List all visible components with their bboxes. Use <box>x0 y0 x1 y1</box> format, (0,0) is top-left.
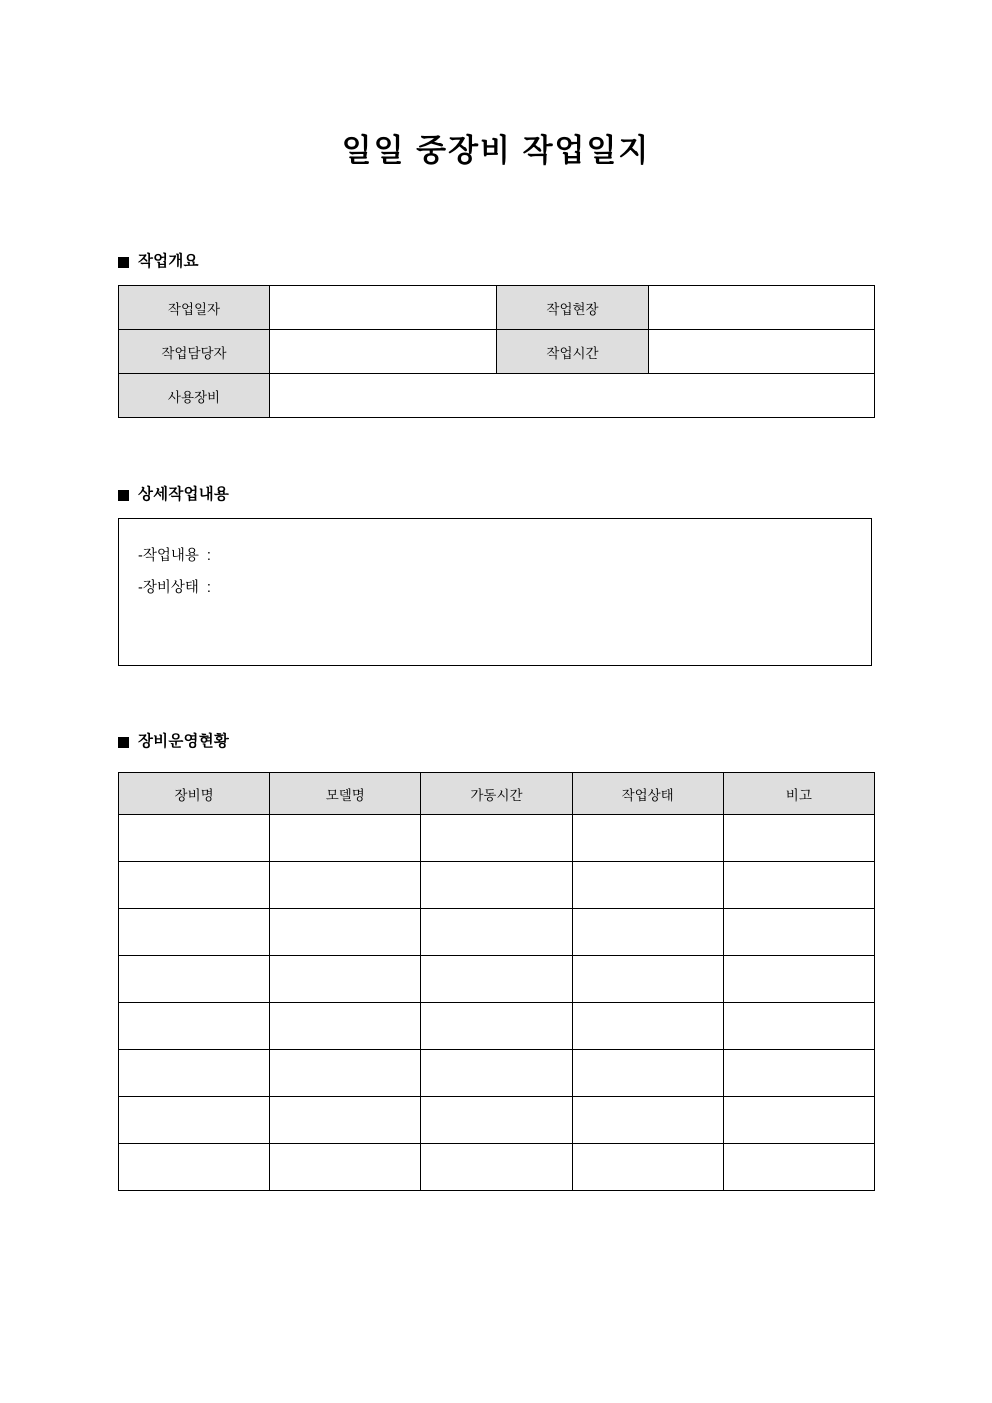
equipment-cell[interactable] <box>270 909 421 956</box>
bullet-square-icon <box>118 490 129 501</box>
column-header-equipment-name: 장비명 <box>119 773 270 815</box>
equipment-cell[interactable] <box>270 1097 421 1144</box>
equipment-cell[interactable] <box>421 909 572 956</box>
equipment-cell[interactable] <box>119 815 270 862</box>
equipment-cell[interactable] <box>421 1050 572 1097</box>
column-header-remarks: 비고 <box>723 773 874 815</box>
overview-label-person-in-charge: 작업담당자 <box>119 330 270 374</box>
equipment-cell[interactable] <box>270 862 421 909</box>
equipment-cell[interactable] <box>421 956 572 1003</box>
equipment-cell[interactable] <box>572 909 723 956</box>
equipment-table-body <box>119 815 875 1191</box>
column-header-operating-hours: 가동시간 <box>421 773 572 815</box>
equipment-cell[interactable] <box>119 1003 270 1050</box>
overview-field-work-site[interactable] <box>649 286 875 330</box>
table-header-row <box>119 773 875 815</box>
equipment-cell[interactable] <box>421 1097 572 1144</box>
column-header-model-name: 모델명 <box>270 773 421 815</box>
table-row <box>119 909 875 956</box>
section-heading-details-label: 상세작업내용 <box>138 486 230 503</box>
table-row <box>119 1097 875 1144</box>
overview-label-work-hours: 작업시간 <box>497 330 649 374</box>
overview-field-work-date[interactable] <box>270 286 497 330</box>
bullet-square-icon <box>118 737 129 748</box>
equipment-cell[interactable] <box>270 815 421 862</box>
equipment-cell[interactable] <box>119 956 270 1003</box>
equipment-cell[interactable] <box>421 1144 572 1191</box>
overview-field-equipment-used[interactable] <box>270 374 875 418</box>
table-row <box>119 1003 875 1050</box>
equipment-cell[interactable] <box>723 815 874 862</box>
equipment-cell[interactable] <box>723 1097 874 1144</box>
table-row <box>119 1144 875 1191</box>
table-row <box>119 815 875 862</box>
table-row <box>119 286 875 330</box>
equipment-cell[interactable] <box>119 909 270 956</box>
overview-field-work-hours[interactable] <box>649 330 875 374</box>
overview-label-work-site: 작업현장 <box>497 286 649 330</box>
equipment-cell[interactable] <box>119 862 270 909</box>
section-heading-details <box>118 485 229 505</box>
equipment-cell[interactable] <box>572 1144 723 1191</box>
details-prompt-equipment-status: -장비상태 : <box>138 580 211 596</box>
equipment-cell[interactable] <box>421 815 572 862</box>
equipment-cell[interactable] <box>572 1097 723 1144</box>
table-row <box>119 956 875 1003</box>
section-heading-overview <box>118 252 199 272</box>
equipment-cell[interactable] <box>572 1003 723 1050</box>
table-row <box>119 1050 875 1097</box>
table-row <box>119 330 875 374</box>
overview-table <box>118 285 875 418</box>
details-textarea[interactable] <box>118 518 872 666</box>
section-heading-equipment <box>118 732 229 752</box>
equipment-cell[interactable] <box>723 1003 874 1050</box>
equipment-cell[interactable] <box>723 956 874 1003</box>
table-row <box>119 862 875 909</box>
equipment-cell[interactable] <box>119 1097 270 1144</box>
equipment-cell[interactable] <box>270 1003 421 1050</box>
equipment-cell[interactable] <box>572 956 723 1003</box>
equipment-cell[interactable] <box>119 1144 270 1191</box>
column-header-work-status: 작업상태 <box>572 773 723 815</box>
section-heading-overview-label: 작업개요 <box>138 253 199 270</box>
overview-label-equipment-used: 사용장비 <box>119 374 270 418</box>
equipment-cell[interactable] <box>421 1003 572 1050</box>
bullet-square-icon <box>118 257 129 268</box>
equipment-cell[interactable] <box>270 1050 421 1097</box>
equipment-cell[interactable] <box>119 1050 270 1097</box>
table-row <box>119 374 875 418</box>
details-prompt-work-content: -작업내용 : <box>138 548 211 564</box>
equipment-cell[interactable] <box>270 956 421 1003</box>
equipment-table-header <box>119 773 875 815</box>
equipment-table <box>118 772 875 1191</box>
overview-field-person-in-charge[interactable] <box>270 330 497 374</box>
equipment-cell[interactable] <box>421 862 572 909</box>
equipment-cell[interactable] <box>723 1050 874 1097</box>
equipment-cell[interactable] <box>723 1144 874 1191</box>
equipment-cell[interactable] <box>723 909 874 956</box>
section-heading-equipment-label: 장비운영현황 <box>138 733 230 750</box>
page-title: 일일 중장비 작업일지 <box>341 133 651 168</box>
equipment-cell[interactable] <box>723 862 874 909</box>
equipment-cell[interactable] <box>572 815 723 862</box>
equipment-cell[interactable] <box>572 1050 723 1097</box>
equipment-cell[interactable] <box>572 862 723 909</box>
overview-label-work-date: 작업일자 <box>119 286 270 330</box>
equipment-cell[interactable] <box>270 1144 421 1191</box>
